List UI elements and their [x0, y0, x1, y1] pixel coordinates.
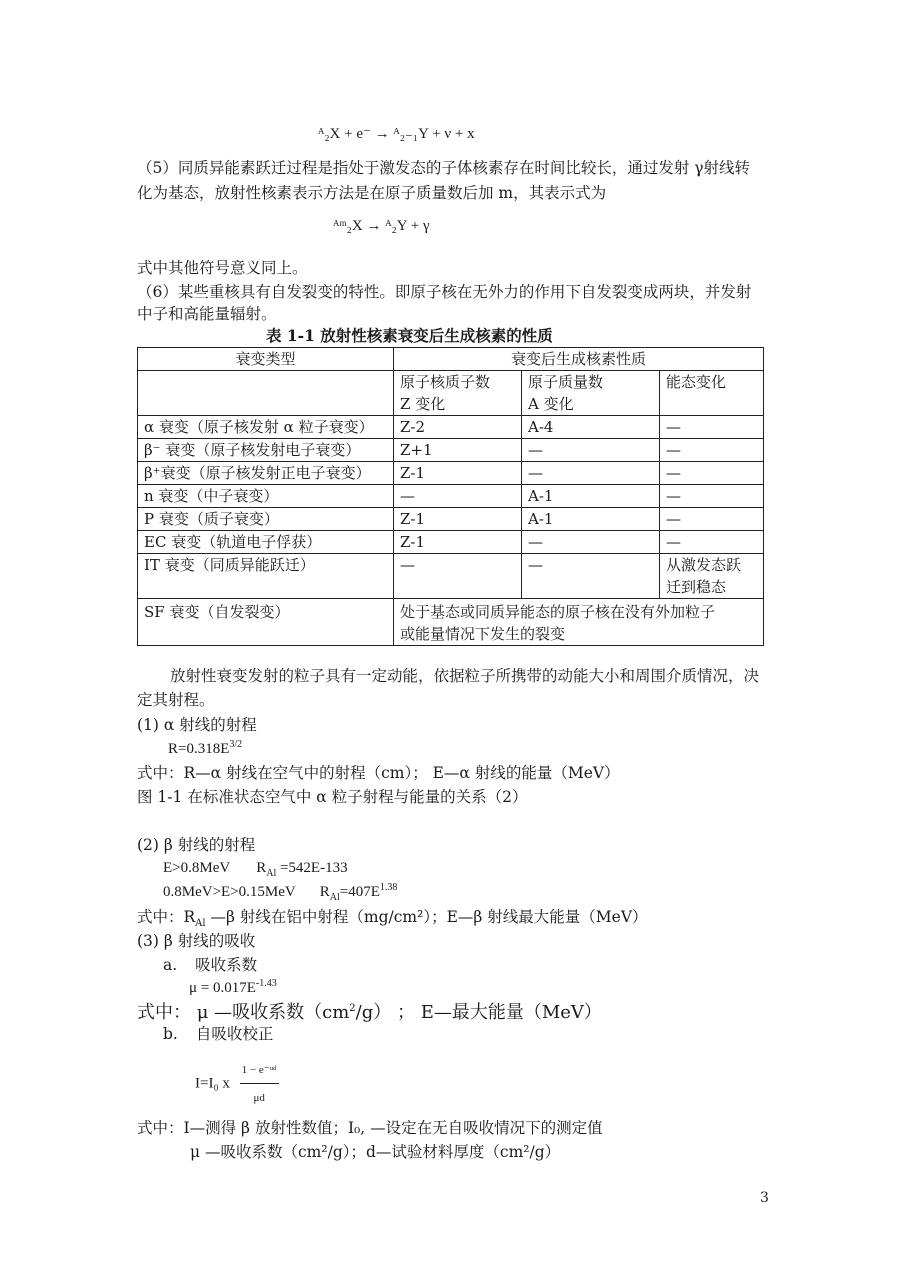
decay-table: [137, 347, 764, 646]
figure-caption: 图 1-1 在标准状态空气中 α 粒子射程与能量的关系（2）: [137, 788, 528, 806]
beta-formula-2: 0.8MeV>E>0.15MeV $R_{Al}=407E^{1.38}$: [163, 882, 398, 903]
paragraph-5-line2: 化为基态，放射性核素表示方法是在原子质量数后加 m，其表示式为: [137, 184, 607, 202]
formula-ec: ᴬ₂X + e⁻ → ᴬ₂₋₁Y + ν + x: [318, 126, 475, 142]
row-type: IT 衰变（同质异能跃迁）: [138, 554, 394, 599]
alpha-heading: (1) α 射线的射程: [137, 716, 257, 734]
subheader-energy: 能态变化: [660, 371, 764, 416]
table-row: [138, 554, 764, 599]
row-type: α 衰变（原子核发射 α 粒子衰变）: [138, 416, 394, 439]
page-number: 3: [760, 1190, 769, 1206]
row-a: A-4: [522, 416, 660, 439]
row-a: —: [522, 531, 660, 554]
table-caption: 表 1-1 放射性核素衰变后生成核素的性质: [266, 326, 553, 345]
row-type: EC 衰变（轨道电子俘获）: [138, 531, 394, 554]
row-a: —: [522, 554, 660, 599]
subheader-a: 原子质量数 A 变化: [522, 371, 660, 416]
row-z: —: [394, 485, 522, 508]
row-e: —: [660, 531, 764, 554]
paragraph-6-line2: 中子和高能量辐射。: [137, 305, 277, 323]
row-z: Z-1: [394, 462, 522, 485]
table-row: [138, 599, 764, 646]
row-e: —: [660, 462, 764, 485]
row-a: —: [522, 462, 660, 485]
formula-it: ᴬᵐ₂X → ᴬ₂Y + γ: [333, 218, 430, 234]
absorb-coeff-formula: $\mu = 0.017E^{-1.43}$: [189, 978, 277, 996]
other-symbols-note: 式中其他符号意义同上。: [137, 259, 308, 277]
subheader-z: 原子核质子数 Z 变化: [394, 371, 522, 416]
subheader-blank: [138, 371, 394, 416]
table-header-row: [138, 348, 764, 371]
row-z: Z+1: [394, 439, 522, 462]
alpha-where: 式中：R—α 射线在空气中的射程（cm）； E—α 射线的能量（MeV）: [137, 764, 620, 782]
paragraph-6-line1: （6）某些重核具有自发裂变的特性。即原子核在无外力的作用下自发裂变成两块，并发射: [137, 283, 752, 301]
table-row: [138, 508, 764, 531]
row-a: A-1: [522, 508, 660, 531]
row-z: —: [394, 554, 522, 599]
row-type: SF 衰变（自发裂变）: [138, 599, 394, 646]
row-sf-description: 处于基态或同质异能态的原子核在没有外加粒子 或能量情况下发生的裂变: [394, 599, 764, 646]
beta-formula-1: E>0.8MeV $R_{Al} =542E-133$: [163, 860, 348, 879]
row-z: Z-2: [394, 416, 522, 439]
self-absorb-formula: I=I₀ x $\frac{\text{1 − e⁻ᵘᵈ}}{\mu d}$: [195, 1058, 279, 1110]
row-type: P 衰变（质子衰变）: [138, 508, 394, 531]
beta-range-where: 式中：$R_{Al}$ —β 射线在铝中射程（mg/cm²）；E—β 射线最大能量（MeV）: [137, 908, 648, 930]
row-z: Z-1: [394, 508, 522, 531]
absorb-coeff-label: a. 吸收系数: [163, 956, 258, 974]
row-a: A-1: [522, 485, 660, 508]
header-decay-type: 衰变类型: [138, 348, 394, 371]
table-row: [138, 462, 764, 485]
absorb-coeff-where: 式中： μ —吸收系数$(cm^2/g)$ ； E—最大能量（MeV）: [137, 1002, 602, 1023]
table-row: [138, 485, 764, 508]
row-e: —: [660, 416, 764, 439]
beta-absorb-heading: (3) β 射线的吸收: [137, 932, 256, 950]
table-subheader-row: [138, 371, 764, 416]
beta-range-heading: (2) β 射线的射程: [137, 836, 256, 854]
row-e: 从激发态跃 迁到稳态: [660, 554, 764, 599]
alpha-formula: $R=0.318E^{3/2}$: [168, 739, 243, 757]
paragraph-5-line1: （5）同质异能素跃迁过程是指处于激发态的子体核素存在时间比较长，通过发射 γ射线转: [137, 159, 751, 177]
row-e: —: [660, 439, 764, 462]
table-row: [138, 439, 764, 462]
row-z: Z-1: [394, 531, 522, 554]
self-absorb-fraction: $\frac{\text{1 − e⁻ᵘᵈ}}{\mu d}$: [240, 1058, 279, 1110]
row-type: n 衰变（中子衰变）: [138, 485, 394, 508]
self-absorb-where-1: 式中：I—测得 β 放射性数值；I₀, —设定在无自吸收情况下的测定值: [137, 1119, 603, 1137]
self-absorb-where-2: μ —吸收系数（cm²/g）；d—试验材料厚度（cm²/g）: [190, 1143, 561, 1161]
row-type: β⁺衰变（原子核发射正电子衰变）: [138, 462, 394, 485]
table-row: [138, 531, 764, 554]
row-e: —: [660, 485, 764, 508]
header-product-properties: 衰变后生成核素性质: [394, 348, 764, 371]
range-intro-line2: 定其射程。: [137, 691, 215, 709]
table-row: [138, 416, 764, 439]
row-a: —: [522, 439, 660, 462]
row-e: —: [660, 508, 764, 531]
row-type: β⁻ 衰变（原子核发射电子衰变）: [138, 439, 394, 462]
range-intro-line1: 放射性衰变发射的粒子具有一定动能，依据粒子所携带的动能大小和周围介质情况，决: [170, 667, 760, 685]
self-absorb-label: b. 自吸收校正: [163, 1025, 274, 1043]
